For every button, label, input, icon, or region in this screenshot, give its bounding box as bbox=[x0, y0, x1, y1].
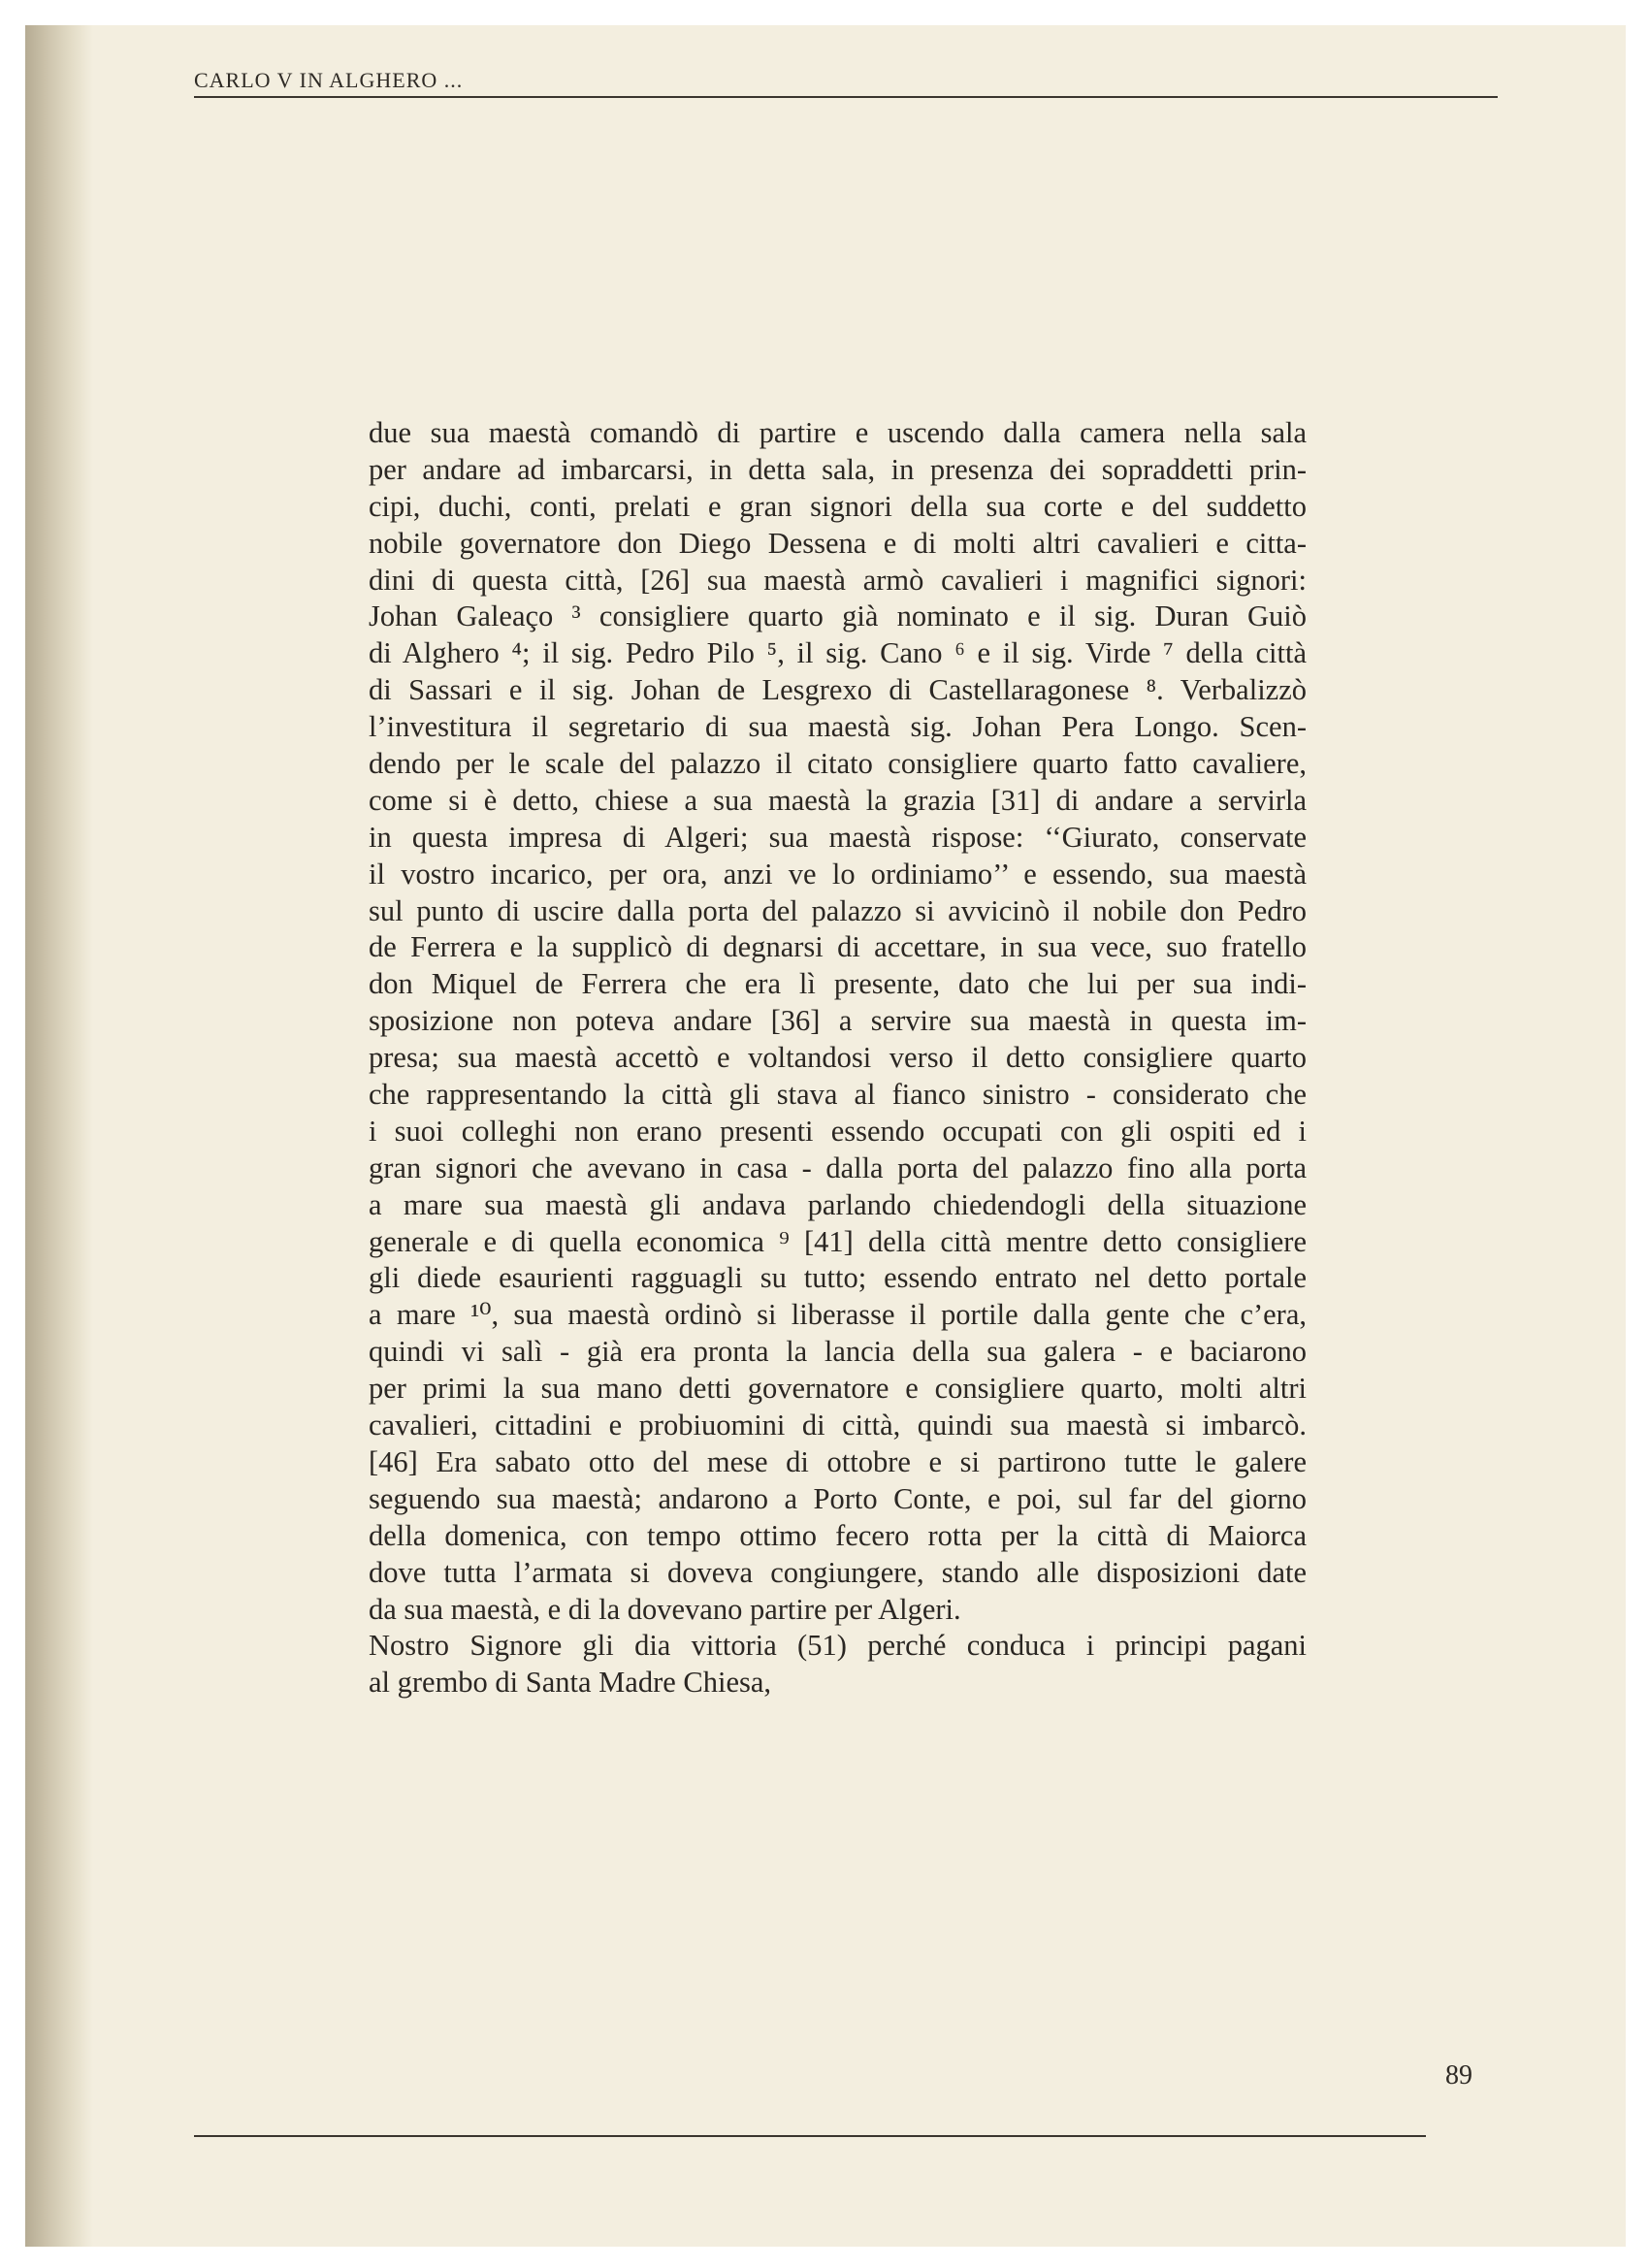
text-line: presa; sua maestà accettò e voltandosi verso il detto consigliere quarto bbox=[369, 1041, 1307, 1075]
text-line: a mare ¹⁰, sua maestà ordinò si liberasse il portile dalla gente che c’era, bbox=[369, 1298, 1307, 1332]
text-line: per andare ad imbarcarsi, in detta sala, in presenza dei sopraddetti prin- bbox=[369, 452, 1307, 486]
text-line: i suoi colleghi non erano presenti essendo occupati con gli ospiti ed i bbox=[369, 1114, 1307, 1148]
text-line: gli diede esaurienti ragguagli su tutto; essendo entrato nel detto portale bbox=[369, 1261, 1307, 1295]
page-number: 89 bbox=[1445, 2060, 1472, 2090]
text-line: cipi, duchi, conti, prelati e gran signori della sua corte e del suddetto bbox=[369, 489, 1307, 523]
text-line: che rappresentando la città gli stava al fianco sinistro - considerato che bbox=[369, 1078, 1307, 1112]
text-line: l’investitura il segretario di sua maestà sig. Johan Pera Longo. Scen- bbox=[369, 710, 1307, 744]
footer-rule bbox=[194, 2135, 1426, 2137]
text-line: dini di questa città, [26] sua maestà armò cavalieri i magnifici signori: bbox=[369, 563, 1307, 597]
text-line: seguendo sua maestà; andarono a Porto Conte, e poi, sul far del giorno bbox=[369, 1481, 1307, 1515]
text-line: dove tutta l’armata si doveva congiungere, stando alle disposizioni date bbox=[369, 1555, 1307, 1589]
text-line: per primi la sua mano detti governatore e consigliere quarto, molti altri bbox=[369, 1372, 1307, 1406]
text-line: cavalieri, cittadini e probiuomini di città, quindi sua maestà si imbarcò. bbox=[369, 1409, 1307, 1442]
text-line: quindi vi salì - già era pronta la lancia della sua galera - e baciarono bbox=[369, 1335, 1307, 1369]
text-line: della domenica, con tempo ottimo fecero rotta per la città di Maiorca bbox=[369, 1518, 1307, 1552]
text-line: generale e di quella economica ⁹ [41] della città mentre detto consigliere bbox=[369, 1224, 1307, 1258]
text-line: [46] Era sabato otto del mese di ottobre e si partirono tutte le galere bbox=[369, 1444, 1307, 1478]
running-head: CARLO V IN ALGHERO ... bbox=[194, 68, 464, 92]
header-rule bbox=[194, 96, 1498, 98]
text-line: due sua maestà comandò di partire e uscendo dalla camera nella sala bbox=[369, 416, 1307, 449]
text-line: di Sassari e il sig. Johan de Lesgrexo di Castellaragonese ⁸. Verbalizzò bbox=[369, 673, 1307, 707]
text-line: a mare sua maestà gli andava parlando chiedendogli della situazione bbox=[369, 1187, 1307, 1221]
text-line: don Miquel de Ferrera che era lì presente, dato che lui per sua indi- bbox=[369, 967, 1307, 1001]
spine-shadow bbox=[25, 25, 93, 2247]
text-line: sul punto di uscire dalla porta del palazzo si avvicinò il nobile don Pedro bbox=[369, 893, 1307, 927]
text-line: de Ferrera e la supplicò di degnarsi di accettare, in sua vece, suo fratello bbox=[369, 930, 1307, 964]
text-line: Johan Galeaço ³ consigliere quarto già nominato e il sig. Duran Guiò bbox=[369, 599, 1307, 633]
text-line: gran signori che avevano in casa - dalla porta del palazzo fino alla porta bbox=[369, 1150, 1307, 1184]
book-page bbox=[25, 25, 1626, 2247]
text-line: Nostro Signore gli dia vittoria (51) perché conduca i principi pagani bbox=[369, 1629, 1307, 1663]
text-line: sposizione non poteva andare [36] a servire sua maestà in questa im- bbox=[369, 1004, 1307, 1038]
text-line: di Alghero ⁴; il sig. Pedro Pilo ⁵, il sig. Cano ⁶ e il sig. Virde ⁷ della città bbox=[369, 636, 1307, 670]
text-line: al grembo di Santa Madre Chiesa, bbox=[369, 1666, 772, 1700]
text-line: come si è detto, chiese a sua maestà la grazia [31] di andare a servirla bbox=[369, 783, 1307, 817]
text-line: da sua maestà, e di la dovevano partire per Algeri. bbox=[369, 1592, 961, 1626]
text-line: in questa impresa di Algeri; sua maestà rispose: ‘‘Giurato, conservate bbox=[369, 820, 1307, 854]
text-line: dendo per le scale del palazzo il citato consigliere quarto fatto cavaliere, bbox=[369, 747, 1307, 781]
text-line: il vostro incarico, per ora, anzi ve lo ordiniamo’’ e essendo, sua maestà bbox=[369, 857, 1307, 891]
body-text bbox=[369, 415, 1307, 1701]
text-line: nobile governatore don Diego Dessena e di molti altri cavalieri e citta- bbox=[369, 526, 1307, 560]
